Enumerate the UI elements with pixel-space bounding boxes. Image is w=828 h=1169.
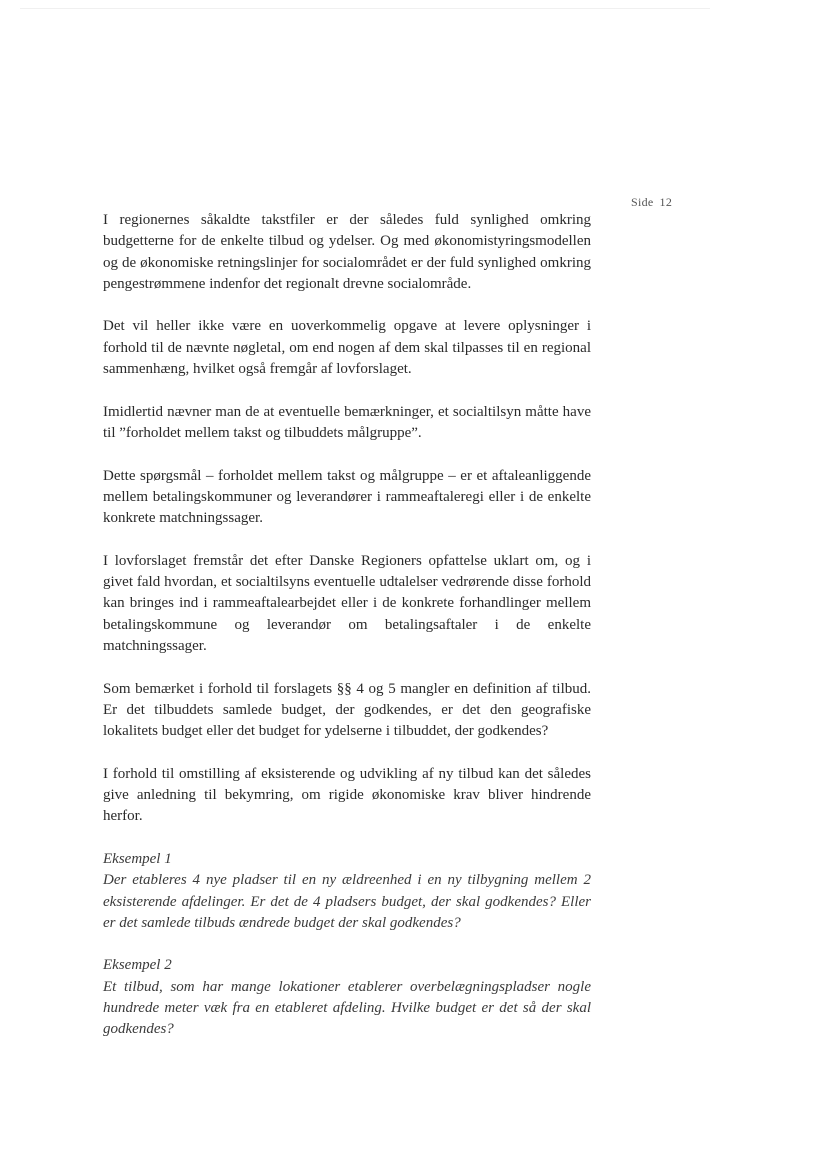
example-1 [103, 849, 591, 934]
page-number [631, 195, 672, 210]
example-1-title: Eksempel 1 [103, 850, 172, 867]
paragraph-noegletal: Det vil heller ikke være en uoverkommelig opgave at levere oplysninger i forhold til de nævnte nøgletal, om end nogen af dem skal tilpasses til en regional sammenhæng, hvilket også fremgår af lovforslaget. [103, 318, 591, 378]
top-rule [20, 8, 710, 9]
page-number-value: 12 [659, 195, 673, 209]
paragraph-takstfiler: I regionernes såkaldte takstfiler er der således fuld synlighed omkring budgetterne for de enkelte tilbud og ydelser. Og med økonomistyringsmodellen og de økonomiske retningslinjer for socialområdet er der fuld synlighed omkring pengestrømmene indenfor det regionalt drevne socialområde. [103, 212, 591, 292]
example-2-title: Eksempel 2 [103, 957, 172, 974]
paragraph-aftaleanliggende: Dette spørgsmål – forholdet mellem takst og målgruppe – er et aftaleanliggende mellem betalingskommuner og leverandører i rammeaftaleregi eller i de enkelte konkrete matchningssager. [103, 467, 591, 527]
paragraph-definition: Som bemærket i forhold til forslagets §§ 4 og 5 mangler en definition af tilbud. Er det tilbuddets samlede budget, der godkendes, er det den geografiske lokalitets budget eller det budget for ydelserne i tilbuddet, der godkendes? [103, 680, 591, 740]
paragraph-omstilling: I forhold til omstilling af eksisterende og udvikling af ny tilbud kan det således give anledning til bekymring, om rigide økonomiske krav bliver hindrende herfor. [103, 765, 591, 825]
paragraph-bemaerkninger: Imidlertid nævner man de at eventuelle bemærkninger, et socialtilsyn måtte have til ”forholdet mellem takst og tilbuddets målgruppe”. [103, 403, 591, 441]
document-body [103, 210, 591, 1062]
example-1-text: Der etableres 4 nye pladser til en ny ældreenhed i en ny tilbygning mellem 2 eksisterende afdelinger. Er det de 4 pladsers budget, der skal godkendes? Eller er det samlede tilbuds ændrede budget der skal godkendes? [103, 872, 591, 931]
page-label: Side [631, 195, 654, 209]
example-2-text: Et tilbud, som har mange lokationer etablerer overbelægningspladser nogle hundrede meter væk fra en etableret afdeling. Hvilke budget er det så der skal godkendes? [103, 978, 591, 1038]
example-2 [103, 955, 591, 1040]
paragraph-lovforslaget: I lovforslaget fremstår det efter Danske Regioners opfattelse uklart om, og i givet fald hvordan, et socialtilsyns eventuelle udtalelser vedrørende disse forhold kan bringes ind i rammeaftalearbejdet eller i de konkrete forhandlinger mellem betalingskommune og leverandør om betalingsaftaler i de enkelte matchningssager. [103, 552, 591, 654]
